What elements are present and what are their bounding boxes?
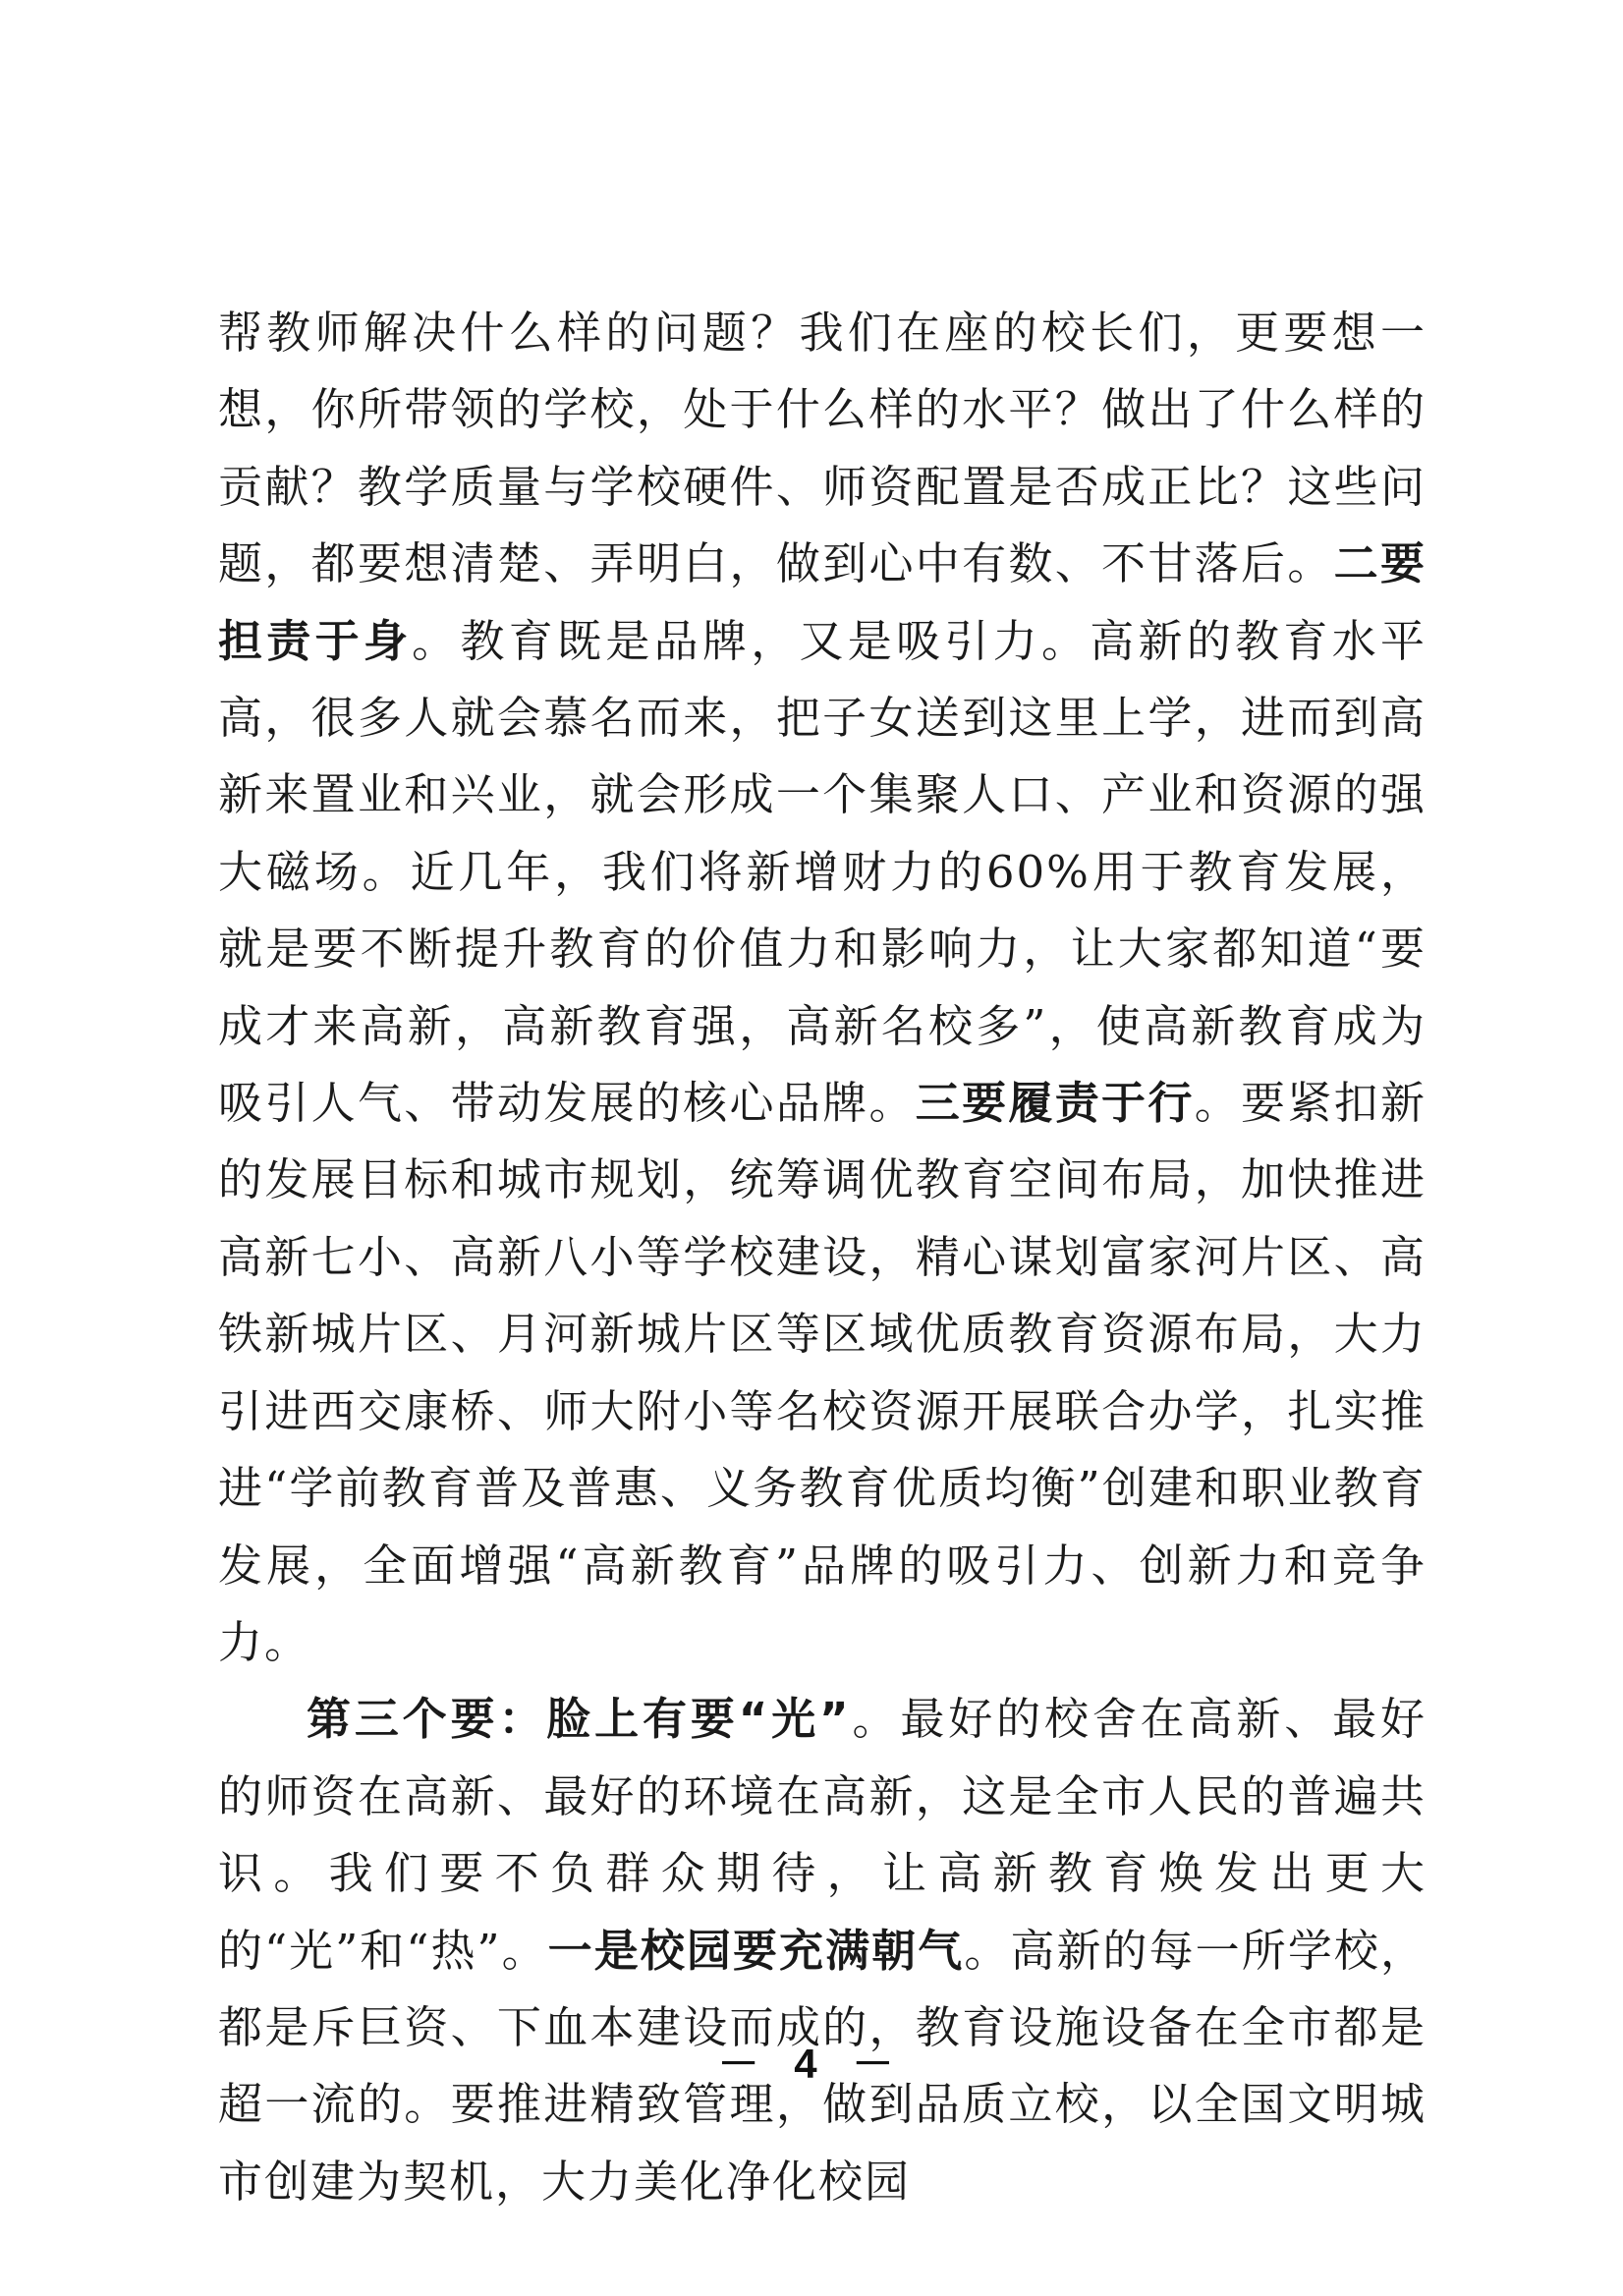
key-point-third: 三要履责于行 xyxy=(915,1077,1195,1130)
key-point-second: 二要担责于身 xyxy=(218,537,1427,667)
body-text xyxy=(218,295,1427,2220)
paragraph-text: 。最好的校舍在高新、最好的师资在高新、最好的环境在高新，这是全市人民的普遍共识。我们要不负群众期待，让高新教育焕发出更大的“光”和“热”。 xyxy=(218,1693,1427,1977)
paragraph-text: 。高新的每一所学校，都是斥巨资、下血本建设而成的，教育设施设备在全市都是超一流的。要推进精致管理，做到品质立校，以全国文明城市创建为契机，大力美化净化校园 xyxy=(218,1924,1427,2208)
paragraph-continued xyxy=(218,295,1427,1681)
paragraph-text: 。教育既是品牌，又是吸引力。高新的教育水平高，很多人就会慕名而来，把子女送到这里上学，进而到高新来置业和兴业，就会形成一个集聚人口、产业和资源的强大磁场。近几年，我们将新增财力的60%用于教育发展，就是要不断提升教育的价值力和影响力，让大家都知道“要成才来高新，高新教育强，高新名校多”，使高新教育成为吸引人气、带动发展的核心品牌。 xyxy=(218,614,1427,1130)
paragraph-text: 。要紧扣新的发展目标和城市规划，统筹调优教育空间布局，加快推进高新七小、高新八小等学校建设，精心谋划富家河片区、高铁新城片区、月河新城片区等区域优质教育资源布局，大力引进西交康桥、师大附小等名校资源开展联合办学，扎实推进“学前教育普及普惠、义务教育优质均衡”创建和职业教育发展，全面增强“高新教育”品牌的吸引力、创新力和竞争力。 xyxy=(218,1077,1427,1668)
page-number: － 4 － xyxy=(717,2041,906,2087)
section-heading: 第三个要：脸上有要“光” xyxy=(307,1693,851,1746)
paragraph-text: 帮教师解决什么样的问题？我们在座的校长们，更要想一想，你所带领的学校，处于什么样的水平？做出了什么样的贡献？教学质量与学校硬件、师资配置是否成正比？这些问题，都要想清楚、弄明白，做到心中有数、不甘落后。 xyxy=(218,307,1427,590)
paragraph-third-requirement xyxy=(218,1681,1427,2220)
key-point-first: 一是校园要充满朝气 xyxy=(547,1924,965,1977)
